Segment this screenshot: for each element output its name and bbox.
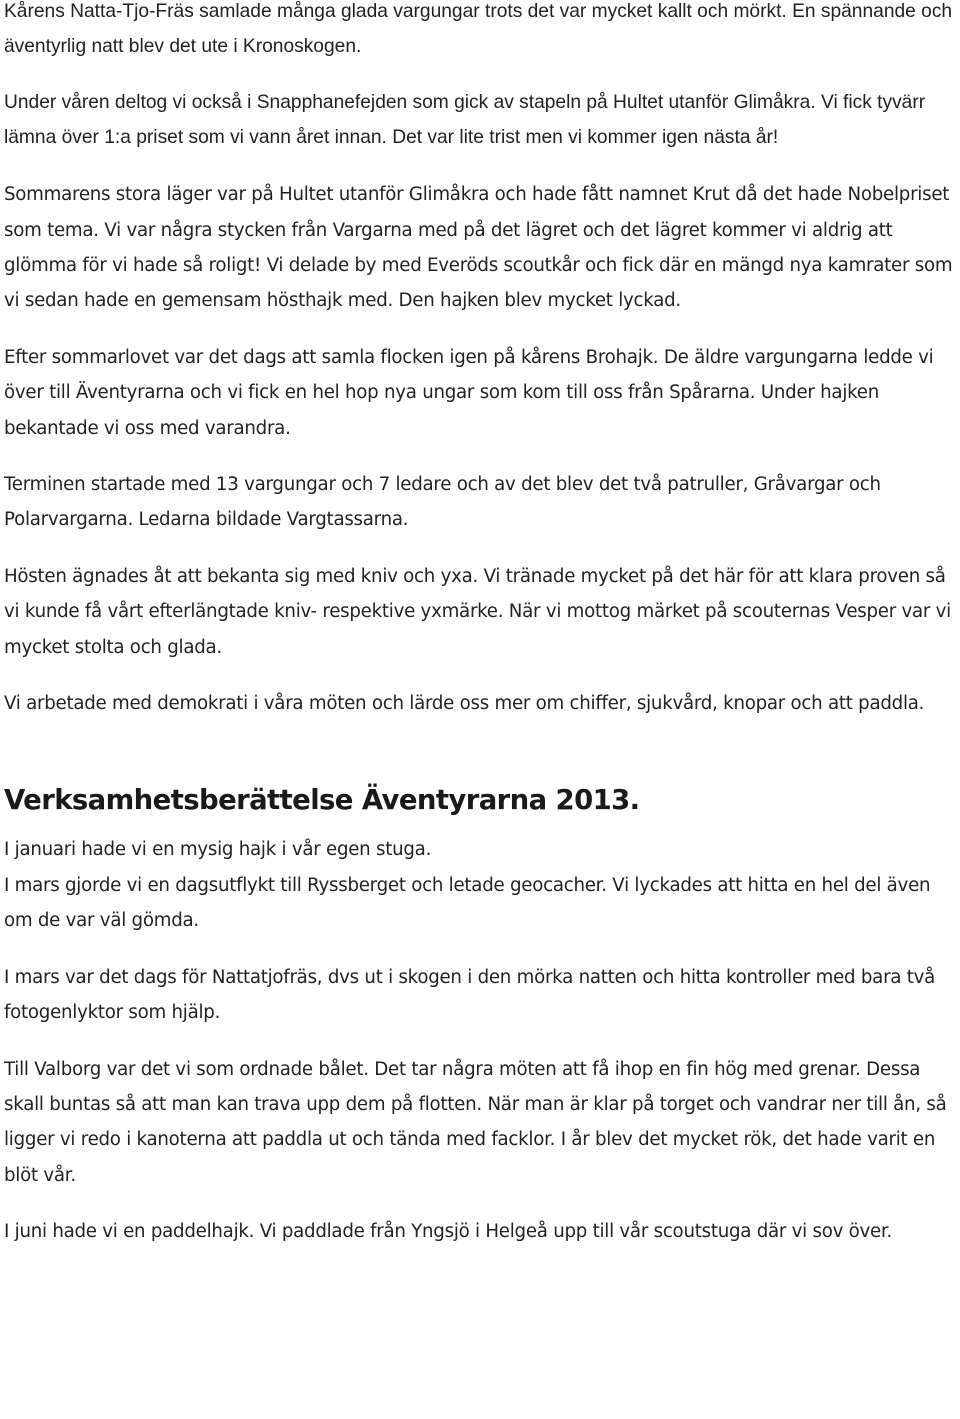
paragraph-juni-paddelhajk: I juni hade vi en paddelhajk. Vi paddlade från Yngsjö i Helgeå upp till vår scoutstuga där vi sov över. [4,1221,893,1243]
paragraph-januari: I januari hade vi en mysig hajk i vår egen stuga. [4,839,432,861]
paragraph-valborg: Till Valborg var det vi som ordnade bålet. Det tar några möten att få ihop en fin hög med grenar. Dessa skall buntas så att man kan trava upp dem på flotten. När man är klar på torget och vandrar ner till ån, så ligger vi redo i kanoterna att paddla ut och tända med facklor. I år blev det mycket rök, det hade varit en blöt vår. [4,1058,947,1186]
paragraph-sommarlager: Sommarens stora läger var på Hultet utanför Glimåkra och hade fått namnet Krut då det hade Nobelpriset som tema. Vi var några stycken från Vargarna med på det lägret och det lägret kommer vi aldrig att glömma för vi hade så roligt! Vi delade by med Everöds scoutkår och fick där en mängd nya kamrater som vi sedan hade en gemensam hösthajk med. Den hajken blev mycket lyckad. [4,184,953,312]
paragraph-natta-tjo-fras: Kårens Natta-Tjo-Fräs samlade många glada vargungar trots det var mycket kallt och mörkt. En spännande och äventyrlig natt blev det ute i Kronoskogen. [4,1,953,58]
paragraph-brohajk: Efter sommarlovet var det dags att samla flocken igen på kårens Brohajk. De äldre vargungarna ledde vi över till Äventyrarna och vi fick en hel hop nya ungar som kom till oss från Spårarna. Under hajken bekantade vi oss med varandra. [4,346,934,439]
paragraph-kniv-och-yxa: Hösten ägnades åt att bekanta sig med kniv och yxa. Vi tränade mycket på det här för att klara proven så vi kunde få vårt efterlängtade kniv- respektive yxmärke. När vi mottog märket på scouternas Vesper var vi mycket stolta och glada. [4,565,951,658]
paragraph-mars-nattatjofras: I mars var det dags för Nattatjofräs, dvs ut i skogen i den mörka natten och hitta kontroller med bara två fotogenlyktor som hjälp. [4,966,936,1024]
section-heading: Verksamhetsberättelse Äventyrarna 2013. [4,784,640,817]
paragraph-demokrati: Vi arbetade med demokrati i våra möten och lärde oss mer om chiffer, sjukvård, knopar och att paddla. [4,693,925,715]
document-page [4,0,956,1250]
paragraph-mars-dagsutflykt: I mars gjorde vi en dagsutflykt till Ryssberget och letade geocacher. Vi lyckades att hitta en hel del även om de var väl gömda. [4,874,931,932]
paragraph-terminen: Terminen startade med 13 vargungar och 7 ledare och av det blev det två patruller, Gråvargar och Polarvargarna. Ledarna bildade Vargtassarna. [4,474,881,531]
paragraph-snapphanefejden: Under våren deltog vi också i Snapphanefejden som gick av stapeln på Hultet utanför Glimåkra. Vi fick tyvärr lämna över 1:a priset som vi vann året innan. Det var lite trist men vi kommer igen nästa år! [4,91,926,148]
